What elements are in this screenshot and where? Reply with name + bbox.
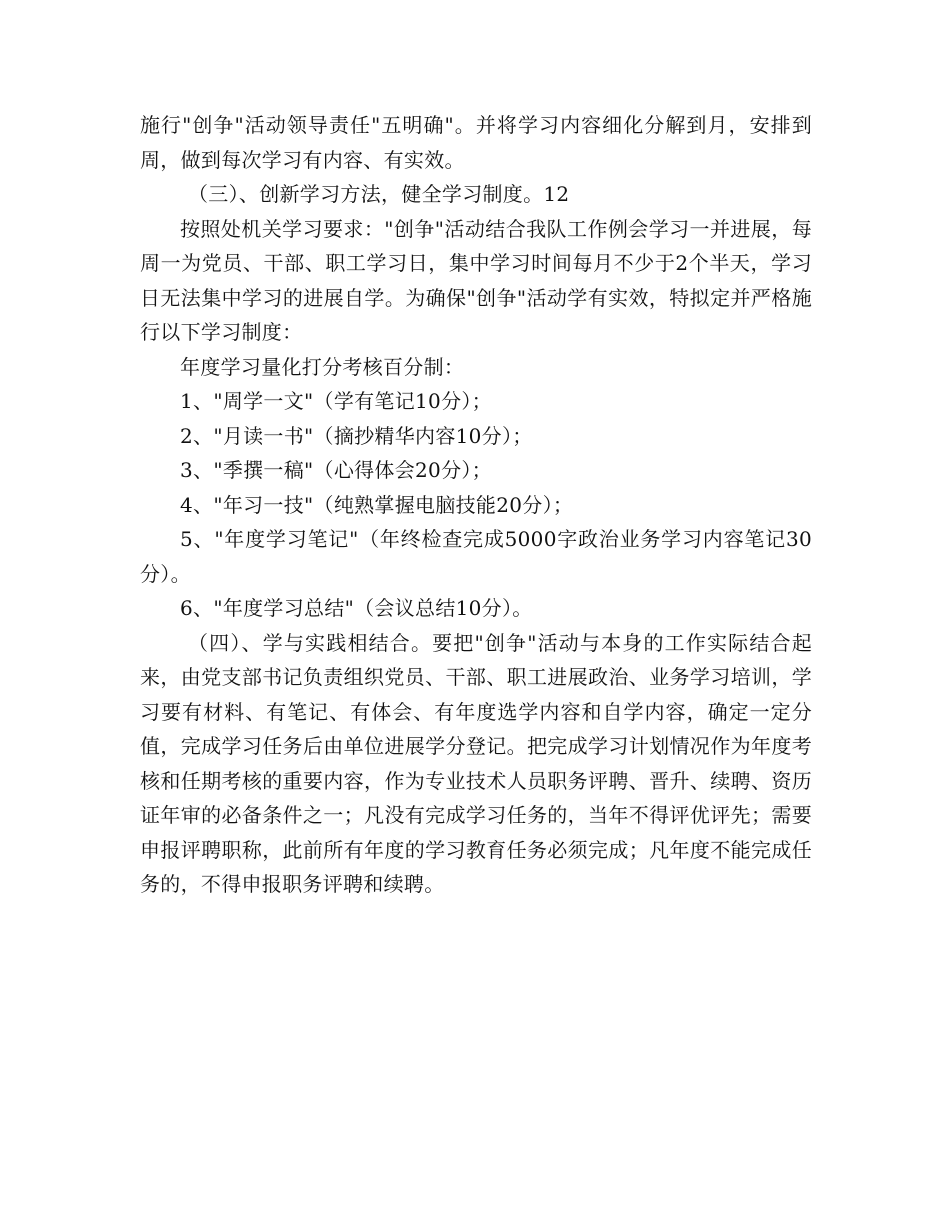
list-item-3: 3、"季撰一稿"（心得体会20分）；: [180, 458, 492, 482]
list-item-6: 6、"年度学习总结"（会议总结10分）。: [180, 596, 533, 620]
paragraph-continuation: 施行"创争"活动领导责任"五明确"。并将学习内容细化分解到月，安排到周，做到每次学习有内容、有实效。: [140, 113, 812, 172]
paragraph-study-requirements: 按照处机关学习要求："创争"活动结合我队工作例会学习一并进展，每周一为党员、干部、职工学习日，集中学习时间每月不少于2个半天，学习日无法集中学习的进展自学。为确保"创争"活动学有实效，特拟定并严格施行以下学习制度：: [140, 216, 812, 344]
section-heading-4-paragraph: （四）、学与实践相结合。要把"创争"活动与本身的工作实际结合起来，由党支部书记负责组织党员、干部、职工进展政治、业务学习培训，学习要有材料、有笔记、有体会、有年度选学内容和自学内容，确定一定分值，完成学习任务后由单位进展学分登记。把完成学习计划情况作为年度考核和任期考核的重要内容，作为专业技术人员职务评聘、晋升、续聘、资历证年审的必备条件之一；凡没有完成学习任务的，当年不得评优评先；需要申报评聘职称，此前所有年度的学习教育任务必须完成；凡年度不能完成任务的，不得申报职务评聘和续聘。: [140, 630, 812, 896]
list-item-2: 2、"月读一书"（摘抄精华内容10分）；: [180, 423, 533, 448]
list-item-5: 5、"年度学习笔记"（年终检查完成5000字政治业务学习内容笔记30分）。: [140, 527, 812, 586]
paragraph-scoring-intro: 年度学习量化打分考核百分制：: [180, 354, 465, 379]
list-item-1: 1、"周学一文"（学有笔记10分）；: [180, 389, 492, 413]
list-item-4: 4、"年习一技"（纯熟掌握电脑技能20分）；: [180, 492, 574, 517]
document-body: [140, 108, 812, 902]
section-heading-3: （三）、创新学习方法，健全学习制度。12: [188, 182, 570, 206]
